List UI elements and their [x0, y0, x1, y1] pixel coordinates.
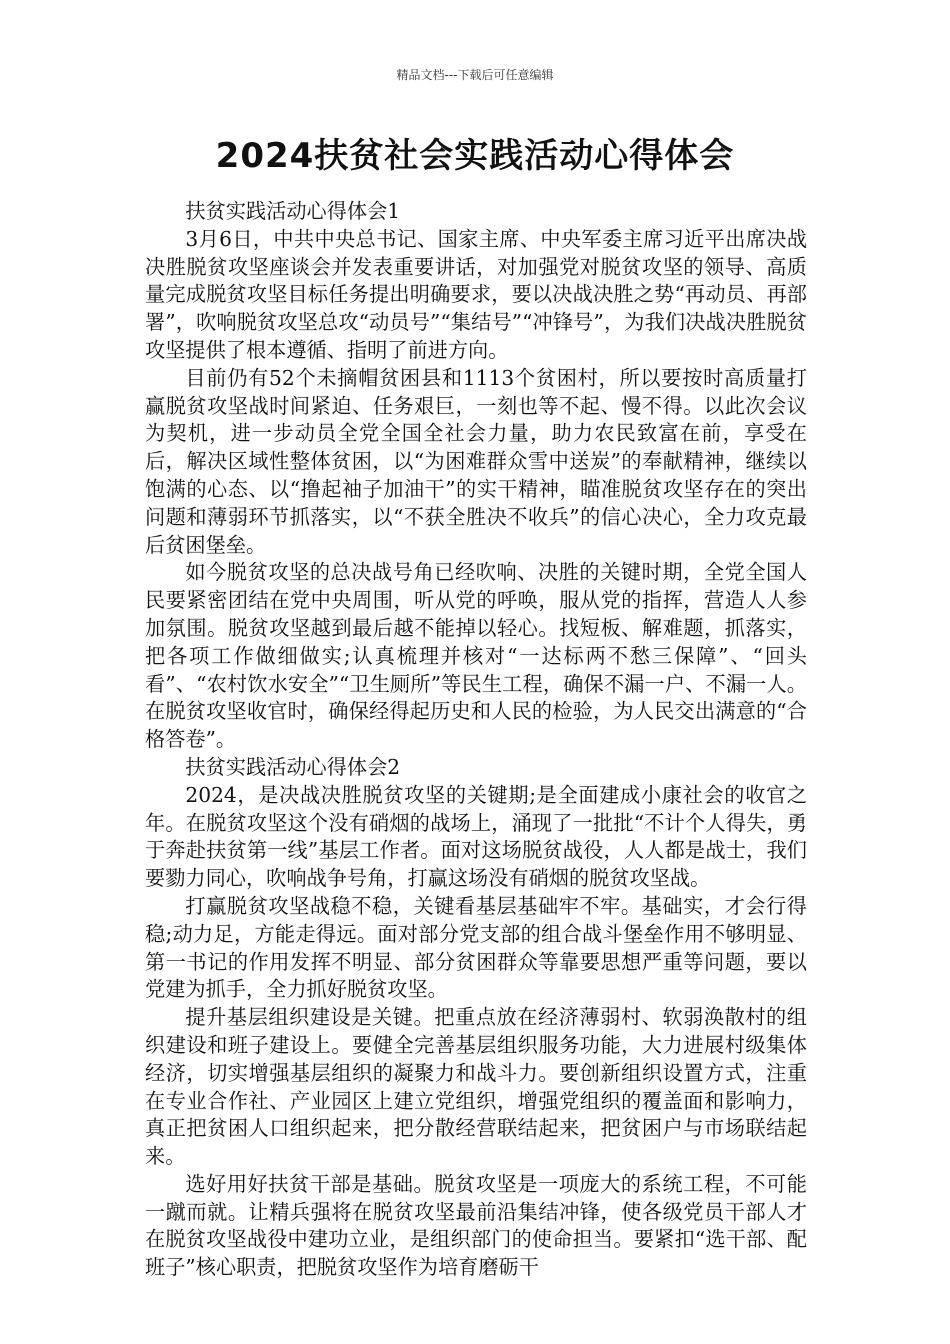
- paragraph: 如今脱贫攻坚的总决战号角已经吹响、决胜的关键时期，全党全国人民要紧密团结在党中央周围，听从党的呼唤，服从党的指挥，营造人人参加氛围。脱贫攻坚越到最后越不能掉以轻心。找短板、解难题，抓落实，把各项工作做细做实;认真梳理并核对“一达标两不愁三保障”、“回头看”、“农村饮水安全”“卫生厕所”等民生工程，确保不漏一户、不漏一人。在脱贫攻坚收官时，确保经得起历史和人民的检验，为人民交出满意的“合格答卷”。: [145, 560, 807, 752]
- page-header-watermark: 精品文档---下载后可任意编辑: [396, 68, 554, 82]
- paragraph: 选好用好扶贫干部是基础。脱贫攻坚是一项庞大的系统工程，不可能一蹴而就。让精兵强将在脱贫攻坚最前沿集结冲锋，使各级党员干部人才在脱贫攻坚战役中建功立业，是组织部门的使命担当。要紧扣“选干部、配班子”核心职责，把脱贫攻坚作为培育磨砺干: [145, 1171, 807, 1280]
- paragraph: 打赢脱贫攻坚战稳不稳，关键看基层基础牢不牢。基础实，才会行得稳;动力足，方能走得远。面对部分党支部的组合战斗堡垒作用不够明显、第一书记的作用发挥不明显、部分贫困群众等靠要思想严重等问题，要以党建为抓手，全力抓好脱贫攻坚。: [145, 893, 807, 1002]
- paragraph: 3月6日，中共中央总书记、国家主席、中央军委主席习近平出席决战决胜脱贫攻坚座谈会并发表重要讲话，对加强党对脱贫攻坚的领导、高质量完成脱贫攻坚目标任务提出明确要求，要以决战决胜之势“再动员、再部署”，吹响脱贫攻坚总攻“动员号”“集结号”“冲锋号”，为我们决战决胜脱贫攻坚提供了根本遵循、指明了前进方向。: [145, 226, 807, 362]
- paragraph: 2024，是决战决胜脱贫攻坚的关键期;是全面建成小康社会的收官之年。在脱贫攻坚这个没有硝烟的战场上，涌现了一批批“不计个人得失，勇于奔赴扶贫第一线”基层工作者。面对这场脱贫战役，人人都是战士，我们要勠力同心，吹响战争号角，打赢这场没有硝烟的脱贫攻坚战。: [145, 782, 807, 891]
- section-heading-1: 扶贫实践活动心得体会1: [185, 199, 401, 223]
- paragraph: 提升基层组织建设是关键。把重点放在经济薄弱村、软弱涣散村的组织建设和班子建设上。要健全完善基层组织服务功能，大力进展村级集体经济，切实增强基层组织的凝聚力和战斗力。要创新组织设置方式，注重在专业合作社、产业园区上建立党组织，增强党组织的覆盖面和影响力，真正把贫困人口组织起来，把分散经营联结起来，把贫困户与市场联结起来。: [145, 1005, 807, 1169]
- document-body: [145, 198, 807, 1282]
- document-title: 2024扶贫社会实践活动心得体会: [215, 136, 735, 176]
- paragraph: 目前仍有52个未摘帽贫困县和1113个贫困村，所以要按时高质量打赢脱贫攻坚战时间紧迫、任务艰巨，一刻也等不起、慢不得。以此次会议为契机，进一步动员全党全国全社会力量，助力农民致富在前，享受在后，解决区域性整体贫困，以“为困难群众雪中送炭”的奉献精神，继续以饱满的心态、以“撸起袖子加油干”的实干精神，瞄准脱贫攻坚存在的突出问题和薄弱环节抓落实，以“不获全胜决不收兵”的信心决心，全力攻克最后贫困堡垒。: [145, 365, 807, 557]
- section-heading-2: 扶贫实践活动心得体会2: [185, 754, 401, 779]
